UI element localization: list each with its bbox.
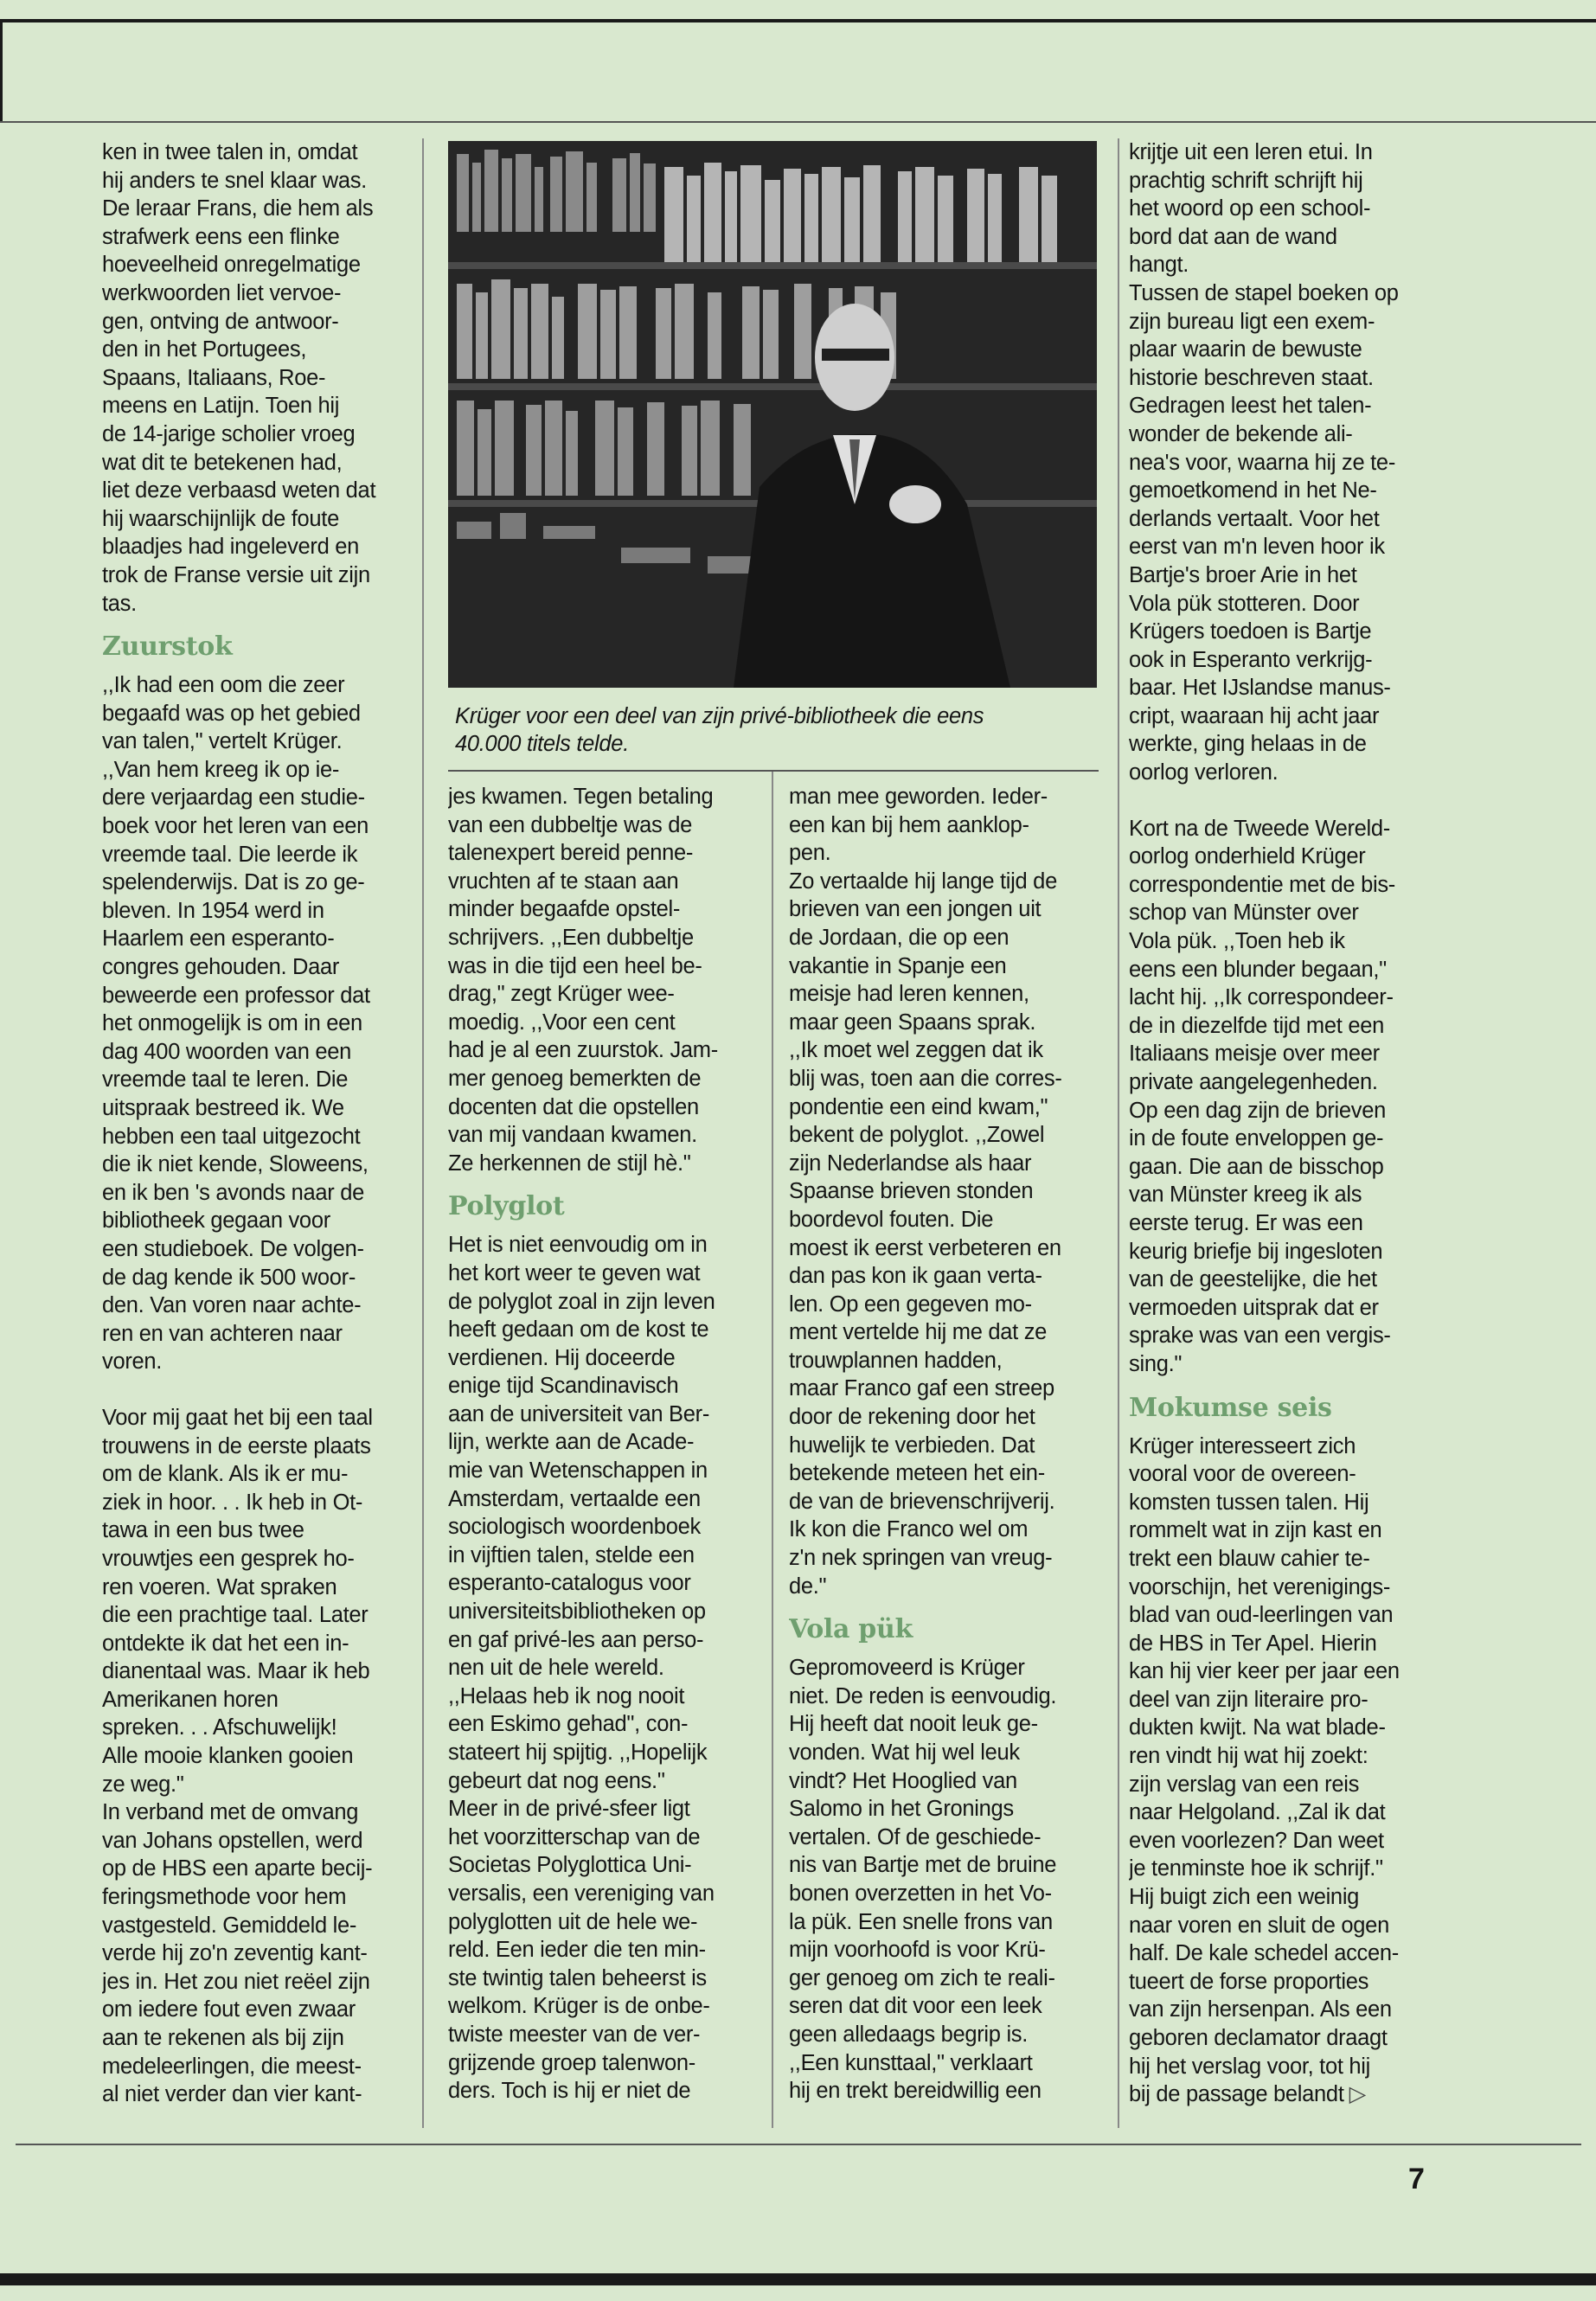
column-divider-2 (772, 772, 773, 2128)
continue-arrow-icon: ▷ (1349, 2082, 1366, 2107)
left-border (0, 19, 3, 123)
paragraph: jes kwamen. Tegen betaling van een dubbeltje was de talenexpert bereid penne- vruchten af te staan aan minder begaafde opstel- schrijvers. ,,Een dubbeltje was in die tijd een heel be- drag," zegt Krüger wee- moedig. ,,Voor een cent had je al een zuurstok. Jam- mer genoeg bemerkten de docenten dat die opstellen van mij vandaan kwamen. Ze herkennen de stijl hè." (448, 785, 718, 1176)
section-heading-vola-puk: Vola pük (789, 1614, 913, 1645)
article-column-4 (1129, 138, 1449, 2137)
paragraph: Voor mij gaat het bij een taal trouwens in de eerste plaats om de klank. Als ik er mu- ziek in hoor. . . Ik heb in Ot- tawa in een bus twee vrouwtjes een gesprek ho- ren voeren. Wat spraken die een prachtige taal. Later ontdekte ik dat het een in- dianentaal was. Maar ik heb Amerikanen horen spreken. . . Afschuwelijk! Alle mooie klanken gooien ze weg." (102, 1405, 373, 1797)
article-column-2 (448, 783, 765, 2137)
paragraph: krijtje uit een leren etui. In prachtig schrift schrijft hij het woord op een school- bord dat aan de wand hangt. Tussen de stapel boeken op zijn bureau ligt een exem- plaar waarin de bewuste historie beschreven staat. Gedragen leest het talen- wonder de bekende ali- nea's voor, waarna hij ze te- gemoetkomend in het Ne- derlands vertaalt. Voor het eerst van m'n leven hoor ik Bartje's broer Arie in het Vola pük stotteren. Door Krügers toedoen is Bartje ook in Esperanto verkrijg- baar. Het IJslandse manus- cript, waaraan hij acht jaar werkte, ging helaas in de oorlog verloren. (1129, 140, 1399, 785)
paragraph: ken in twee talen in, omdat hij anders te snel klaar was. De leraar Frans, die hem als strafwerk eens een flinke hoeveelheid onregelmatige werkwoorden liet vervoe- gen, ontving de antwoor- den in het Portugees, Spaans, Italiaans, Roe- meens en Latijn. Toen hij de 14-jarige scholier vroeg wat dit te betekenen had, liet deze verbaasd weten dat hij waarschijnlijk de foute blaadjes had ingeleverd en trok de Franse versie uit zijn tas. (102, 140, 376, 616)
bottom-border (0, 2273, 1596, 2285)
paragraph: ,,Ik had een oom die zeer begaafd was op het gebied van talen," vertelt Krüger. ,,Van hem kreeg ik op ie- dere verjaardag een studie- boek voor het leren van een vreemde taal. Die leerde ik spelenderwijs. Dat is zo ge- bleven. In 1954 werd in Haarlem een esperanto- congres gehouden. Daar beweerde een professor dat het onmogelijk is om in een dag 400 woorden van een vreemde taal te leren. Die uitspraak bestreed ik. We hebben een taal uitgezocht die ik niet kende, Sloweens, en ik ben 's avonds naar de bibliotheek gegaan voor een studieboek. De volgen- de dag kende ik 500 woor- den. Van voren naar achte- ren en van achteren naar voren. (102, 673, 370, 1375)
article-column-1 (102, 138, 415, 2137)
article-column-3 (789, 783, 1111, 2137)
photo-caption: Krüger voor een deel van zijn privé-bibliotheek die eens 40.000 titels telde. (455, 704, 984, 756)
paragraph: Het is niet eenvoudig om in het kort weer te geven wat de polyglot zoal in zijn leven heeft gedaan om de kost te verdienen. Hij doceerde enige tijd Scandinavisch aan de universiteit van Ber- lijn, werkte aan de Acade- mie van Wetenschappen in Amsterdam, vertaalde een sociologisch woordenboek in vijftien talen, stelde een esperanto-catalogus voor universiteitsbibliotheken op en gaf privé-les aan perso- nen uit de hele wereld. ,,Helaas heb ik nog nooit een Eskimo gehad", con- stateert hij spijtig. ,,Hopelijk gebeurt dat nog eens." Meer in de privé-sfeer ligt het voorzitterschap van de Societas Polyglottica Uni- versalis, een vereniging van polyglotten uit de hele we- reld. Een ieder die ten min- ste twintig talen beheerst is welkom. Krüger is de onbe- twiste meester van de ver- grijzende groep talenwon- ders. Toch is hij er niet de (448, 1233, 715, 2104)
paragraph-text: Krüger interesseert zich vooral voor de overeen- komsten tussen talen. Hij rommelt wat in zijn kast en trekt een blauw cahier te- voorschijn, het verenigings- blad van oud-leerlingen van de HBS in Ter Apel. Hierin kan hij vier keer per jaar een deel van zijn literaire pro- dukten kwijt. Na wat blade- ren vindt hij wat hij zoekt: zijn verslag van een reis naar Helgoland. ,,Zal ik dat even voorlezen? Dan weet je tenminste hoe ik schrijf." Hij buigt zich een weinig naar voren en sluit de ogen half. De kale schedel accen- tueert de forse proporties van zijn hersenpan. Als een geboren declamator draagt hij het verslag voor, tot hij bij de passage belandt (1129, 1433, 1400, 2107)
column-divider-3 (1118, 138, 1119, 2128)
paragraph: man mee geworden. Ieder- een kan bij hem aanklop- pen. Zo vertaalde hij lange tijd de brieven van een jongen uit de Jordaan, die op een vakantie in Spanje een meisje had leren kennen, maar geen Spaans sprak. ,,Ik moet wel zeggen dat ik blij was, toen aan die corres- pondentie een eind kwam," bekent de polyglot. ,,Zowel zijn Nederlandse als haar Spaanse brieven stonden boordevol fouten. Die moest ik eerst verbeteren en dan pas kon ik gaan verta- len. Op een gegeven mo- ment vertelde hij me dat ze trouwplannen hadden, maar Franco gaf een streep door de rekening door het huwelijk te verbieden. Dat betekende meteen het ein- de van de brievenschrijverij. Ik kon die Franco wel om z'n nek springen van vreug- de." (789, 785, 1062, 1599)
page-number: 7 (1408, 2163, 1425, 2195)
library-photo (448, 141, 1097, 688)
paragraph (1129, 1433, 1449, 2109)
section-heading-mokumse-seis: Mokumse seis (1129, 1392, 1332, 1423)
paragraph: Kort na de Tweede Wereld- oorlog onderhield Krüger correspondentie met de bis- schop van Münster over Vola pük. ,,Toen heb ik eens een blunder begaan," lacht hij. ,,Ik correspondeer- de in diezelfde tijd met een Italiaans meisje over meer private aangelegenheden. Op een dag zijn de brieven in de foute enveloppen ge- gaan. Die aan de bisschop van Münster kreeg ik als eerste terug. Er was een keurig briefje bij ingesloten van de geestelijke, die het vermoeden uitsprak dat er sprake was van een vergis- sing." (1129, 816, 1395, 1376)
header-rule (0, 121, 1596, 123)
paragraph: Gepromoveerd is Krüger niet. De reden is eenvoudig. Hij heeft dat nooit leuk ge- vonden. Wat hij wel leuk vindt? Het Hooglied van Salomo in het Gronings vertalen. Of de geschiede- nis van Bartje met de bruine bonen overzetten in het Vo- la pük. Een snelle frons van mijn voorhoofd is voor Krü- ger genoeg om zich te reali- seren dat dit voor een leek geen alledaags begrip is. ,,Een kunsttaal," verklaart hij en trekt bereidwillig een (789, 1656, 1057, 2104)
section-heading-polyglot: Polyglot (448, 1191, 565, 1222)
caption-rule (448, 770, 1099, 772)
column-divider-1 (422, 138, 424, 2128)
paragraph: In verband met de omvang van Johans opstellen, werd op de HBS een aparte becij- feringsmethode voor hem vastgesteld. Gemiddeld le- verde hij zo'n zeventig kant- jes in. Het zou niet reëel zijn om iedere fout even zwaar aan te rekenen als bij zijn medeleerlingen, die meest- al niet verder dan vier kant- (102, 1800, 373, 2107)
bottom-rule (16, 2144, 1581, 2145)
top-border (0, 19, 1596, 22)
section-heading-zuurstok: Zuurstok (102, 631, 233, 663)
